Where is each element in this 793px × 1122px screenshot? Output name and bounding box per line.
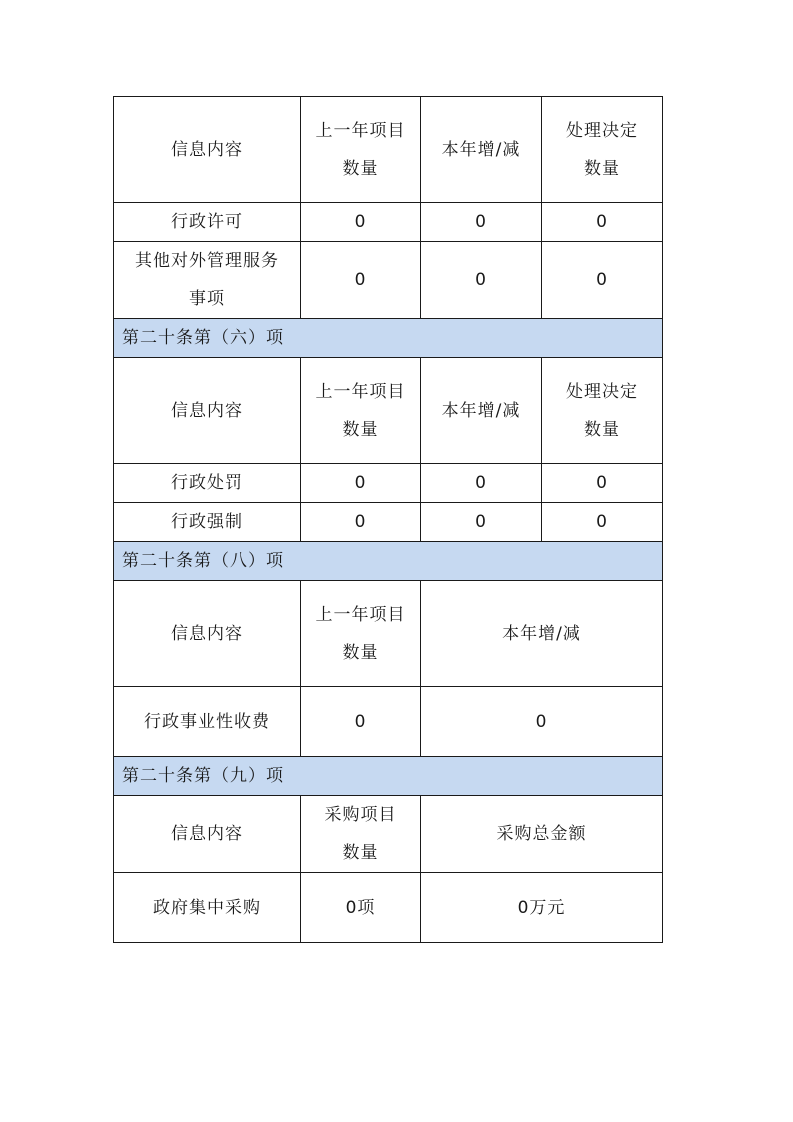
row-change: 0 xyxy=(421,503,542,542)
row-change: 0 xyxy=(421,464,542,503)
header-cell-content: 信息内容 xyxy=(114,97,301,203)
row-decisions: 0 xyxy=(542,242,663,319)
table-row xyxy=(114,203,663,242)
table-header-row xyxy=(114,581,663,687)
section-title-row xyxy=(114,542,663,581)
header-cell-content: 信息内容 xyxy=(114,358,301,464)
section-title: 第二十条第（六）项 xyxy=(114,319,663,358)
row-change: 0 xyxy=(421,687,663,757)
row-purchase-amount: 0万元 xyxy=(421,873,663,943)
header-cell-purchase-amount: 采购总金额 xyxy=(421,796,663,873)
row-prev-count: 0 xyxy=(301,687,421,757)
table-header-row xyxy=(114,358,663,464)
row-change: 0 xyxy=(421,203,542,242)
section-title: 第二十条第（八）项 xyxy=(114,542,663,581)
table-header-row xyxy=(114,796,663,873)
row-decisions: 0 xyxy=(542,503,663,542)
section-title-row xyxy=(114,319,663,358)
table-row xyxy=(114,464,663,503)
row-label: 行政事业性收费 xyxy=(114,687,301,757)
table-header-row xyxy=(114,97,663,203)
row-change: 0 xyxy=(421,242,542,319)
row-label: 行政许可 xyxy=(114,203,301,242)
row-purchase-count: 0项 xyxy=(301,873,421,943)
header-cell-prev-count: 上一年项目 数量 xyxy=(301,97,421,203)
row-label: 政府集中采购 xyxy=(114,873,301,943)
header-cell-prev-count: 上一年项目 数量 xyxy=(301,358,421,464)
section-title: 第二十条第（九）项 xyxy=(114,757,663,796)
section-title-row xyxy=(114,757,663,796)
header-cell-change: 本年增/减 xyxy=(421,581,663,687)
row-prev-count: 0 xyxy=(301,242,421,319)
header-cell-content: 信息内容 xyxy=(114,581,301,687)
header-cell-change: 本年增/减 xyxy=(421,358,542,464)
table-row xyxy=(114,242,663,319)
row-label: 行政强制 xyxy=(114,503,301,542)
table-row xyxy=(114,503,663,542)
row-decisions: 0 xyxy=(542,203,663,242)
row-prev-count: 0 xyxy=(301,464,421,503)
table-row xyxy=(114,687,663,757)
header-cell-change: 本年增/减 xyxy=(421,97,542,203)
header-cell-content: 信息内容 xyxy=(114,796,301,873)
row-decisions: 0 xyxy=(542,464,663,503)
header-cell-decisions: 处理决定 数量 xyxy=(542,97,663,203)
row-label: 其他对外管理服务 事项 xyxy=(114,242,301,319)
row-prev-count: 0 xyxy=(301,203,421,242)
table-row xyxy=(114,873,663,943)
disclosure-table xyxy=(113,96,663,943)
header-cell-decisions: 处理决定 数量 xyxy=(542,358,663,464)
row-label: 行政处罚 xyxy=(114,464,301,503)
row-prev-count: 0 xyxy=(301,503,421,542)
header-cell-purchase-count: 采购项目 数量 xyxy=(301,796,421,873)
header-cell-prev-count: 上一年项目 数量 xyxy=(301,581,421,687)
